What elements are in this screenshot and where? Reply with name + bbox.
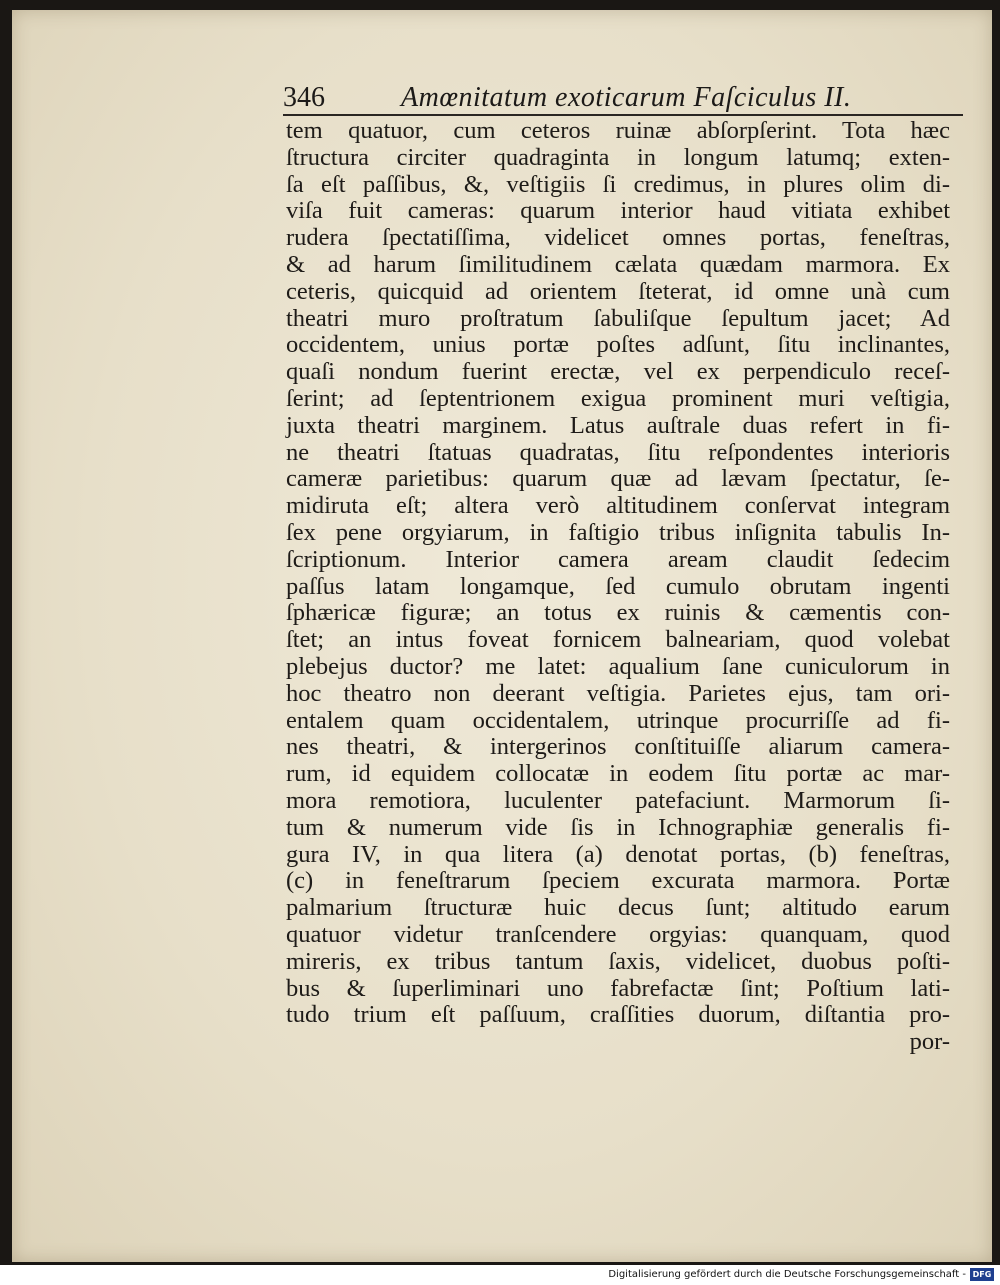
text-line: rudera ſpectatiſſima, videlicet omnes portas, feneſtras, — [286, 224, 950, 252]
text-line: ſtructura circiter quadraginta in longum latumq; exten- — [286, 143, 950, 171]
text-line: ceteris, quicquid ad orientem ſteterat, id omne unà cum — [286, 277, 950, 305]
text-line: paſſus latam longamque, ſed cumulo obrutam ingenti — [286, 572, 950, 600]
header-rule — [283, 114, 963, 116]
text-line: ſcriptionum. Interior camera aream claudit ſedecim — [286, 545, 950, 573]
footer-bar — [0, 1265, 1000, 1285]
page-number: 346 — [283, 82, 325, 113]
text-line: ſa eſt paſſibus, &, veſtigiis ſi credimus, in plures olim di- — [286, 170, 950, 198]
text-line: cameræ parietibus: quarum quæ ad lævam ſpectatur, ſe- — [286, 465, 950, 493]
text-line: ne theatri ſtatuas quadratas, ſitu reſpondentes interioris — [286, 438, 950, 466]
text-line: & ad harum ſimilitudinem cælata quædam marmora. Ex — [286, 250, 950, 278]
text-line: plebejus ductor? me latet: aqualium ſane cuniculorum in — [286, 652, 950, 680]
text-line: ſtet; an intus foveat fornicem balneariam, quod volebat — [286, 626, 950, 654]
text-line: occidentem, unius portæ poſtes adſunt, ſitu inclinantes, — [286, 331, 950, 359]
text-line: mireris, ex tribus tantum ſaxis, videlicet, duobus poſti- — [286, 947, 950, 975]
text-line: entalem quam occidentalem, utrinque procurriſſe ad fi- — [286, 706, 950, 734]
text-line: ſerint; ad ſeptentrionem exigua prominent muri veſtigia, — [286, 384, 950, 412]
page-header — [283, 80, 963, 116]
digitization-note: Digitalisierung gefördert durch die Deutsche Forschungsgemeinschaft - — [608, 1269, 966, 1280]
text-line: palmarium ſtructuræ huic decus ſunt; altitudo earum — [286, 894, 950, 922]
text-line: juxta theatri marginem. Latus auſtrale duas refert in fi- — [286, 411, 950, 439]
text-line: (c) in feneſtrarum ſpeciem excurata marmora. Portæ — [286, 867, 950, 895]
text-line: tem quatuor, cum ceteros ruinæ abſorpſerint. Tota hæc — [286, 117, 950, 144]
text-line: tudo trium eſt paſſuum, craſſities duorum, diſtantia pro- — [286, 1001, 950, 1029]
text-line: bus & ſuperliminari uno fabrefactæ ſint; Poſtium lati- — [286, 974, 950, 1002]
text-line: mora remotiora, luculenter patefaciunt. Marmorum ſi- — [286, 786, 950, 814]
running-title: Amœnitatum exoticarum Faſciculus II. — [401, 82, 852, 113]
text-line: viſa fuit cameras: quarum interior haud vitiata exhibet — [286, 197, 950, 225]
dfg-logo: DFG — [970, 1268, 994, 1281]
text-line: midiruta eſt; altera verò altitudinem conſervat integram — [286, 492, 950, 520]
text-line: rum, id equidem collocatæ in eodem ſitu portæ ac mar- — [286, 760, 950, 788]
text-line: quatuor videtur tranſcendere orgyias: quanquam, quod — [286, 920, 950, 948]
text-line: ſex pene orgyiarum, in faſtigio tribus inſignita tabulis In- — [286, 518, 950, 546]
text-line: quaſi nondum fuerint erectæ, vel ex perpendiculo receſ- — [286, 358, 950, 386]
text-line: theatri muro proſtratum ſabuliſque ſepultum jacet; Ad — [286, 304, 950, 332]
text-line: nes theatri, & intergerinos conſtituiſſe aliarum camera- — [286, 733, 950, 761]
text-line: hoc theatro non deerant veſtigia. Parietes ejus, tam ori- — [286, 679, 950, 707]
text-line: por- — [909, 1028, 950, 1056]
text-line: ſphæricæ figuræ; an totus ex ruinis & cæmentis con- — [286, 599, 950, 627]
body-text — [286, 118, 950, 1056]
text-line: tum & numerum vide ſis in Ichnographiæ generalis fi- — [286, 813, 950, 841]
text-line: gura IV, in qua litera (a) denotat portas, (b) feneſtras, — [286, 840, 950, 868]
